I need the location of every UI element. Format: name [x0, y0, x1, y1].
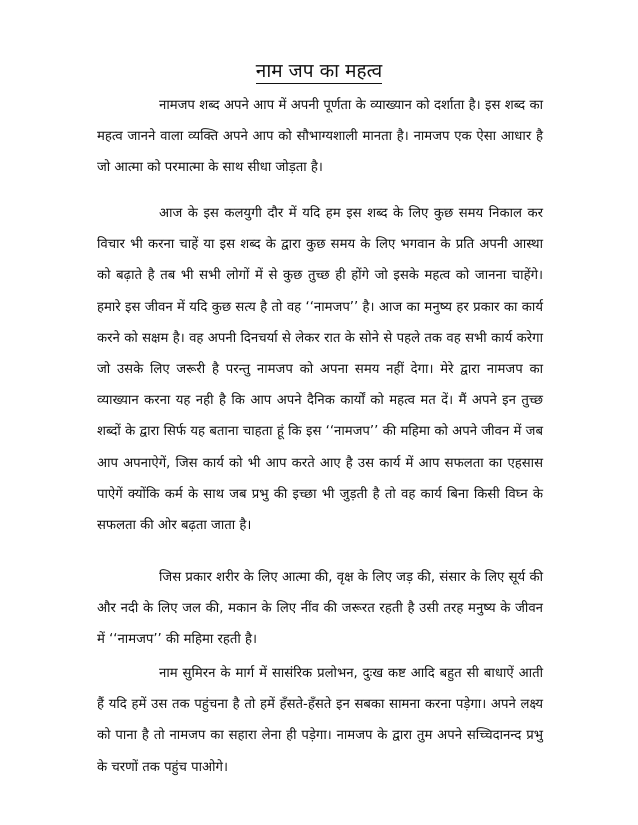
- paragraph-1: नामजप शब्द अपने आप में अपनी पूर्णता के व्याख्यान को दर्शाता है। इस शब्द का महत्व जानने वाला व्यक्ति अपने आप को सौभाग्यशाली मानता है। नामजप एक ऐसा आधार है जो आत्मा को परमात्मा के साथ सीधा जोड़ता है।: [97, 98, 543, 176]
- page-title: [0, 58, 638, 84]
- paragraph-2: आज के इस कलयुगी दौर में यदि हम इस शब्द के लिए कुछ समय निकाल कर विचार भी करना चाहें या इस शब्द के द्वारा कुछ समय के लिए भगवान के प्रति अपनी आस्था को बढ़ाते है तब भी सभी लोगों में से कुछ तुच्छ ही होंगे जो इसके महत्व को जानना चाहेंगे। हमारे इस जीवन में यदि कुछ सत्य है तो वह ‘‘नामजप’’ है। आज का मनुष्य हर प्रकार का कार्य करने को सक्षम है। वह अपनी दिनचर्या से लेकर रात के सोने से पहले तक वह सभी कार्य करेगा जो उसके लिए जरूरी है परन्तु नामजप को अपना समय नहीं देगा। मेरे द्वारा नामजप का व्याख्यान करना यह नही है कि आप अपने दैनिक कार्यों को महत्व मत दें। मैं अपने इन तुच्छ शब्दों के द्वारा सिर्फ यह बताना चाहता हूं कि इस ‘‘नामजप’’ की महिमा को अपने जीवन में जब आप अपनाऐगें, जिस कार्य को भी आप करते आए है उस कार्य में आप सफलता का एहसास पाऐगें क्योंकि कर्म के साथ जब प्रभु की इच्छा भी जुड़ती है तो वह कार्य बिना किसी विघ्न के सफलता की ओर बढ़ता जाता है।: [97, 206, 543, 534]
- page-title-text: नाम जप का महत्व: [255, 60, 383, 82]
- paragraph-3: जिस प्रकार शरीर के लिए आत्मा की, वृक्ष के लिए जड़ की, संसार के लिए सूर्य की और नदी के लिए जल की, मकान के लिए नींव की जरूरत रहती है उसी तरह मनुष्य के जीवन में ‘‘नामजप’’ की महिमा रहती है।: [97, 570, 543, 648]
- paragraph-4: नाम सुमिरन के मार्ग में सासंरिक प्रलोभन, दुःख कष्ट आदि बहुत सी बाधाऐं आती हैं यदि हमें उस तक पहुंचना है तो हमें हँसते-हँसते इन सबका सामना करना पड़ेगा। अपने लक्ष्य को पाना है तो नामजप का सहारा लेना ही पड़ेगा। नामजप के द्वारा तुम अपने सच्चिदानन्द प्रभु के चरणों तक पहुंच पाओगे।: [97, 666, 543, 775]
